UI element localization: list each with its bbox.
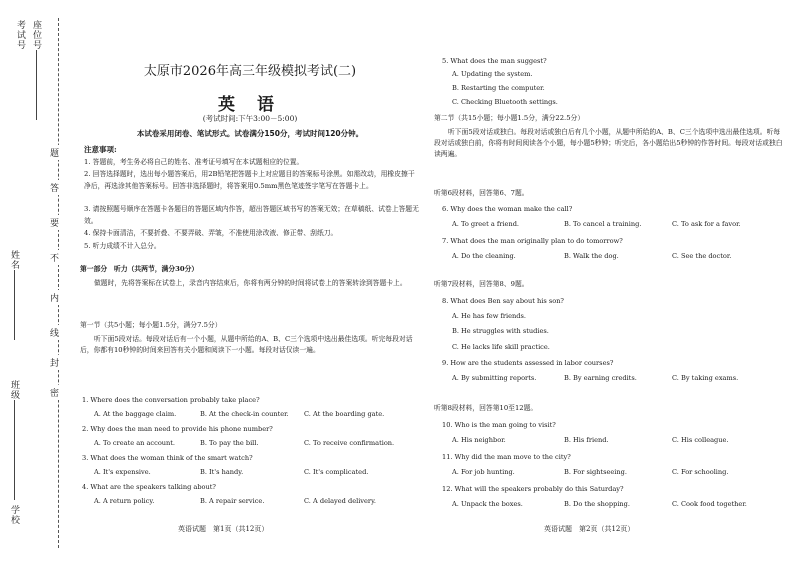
exam-form: 本试卷采用闭卷、笔试形式。试卷满分150分，考试时间120分钟。 bbox=[136, 129, 364, 138]
seal-word: 答 bbox=[50, 180, 59, 195]
school-label: 学校 bbox=[9, 505, 19, 525]
exam-title: 太原市2026年高三年级模拟考试(二) bbox=[143, 64, 357, 79]
option-a: A. By submitting reports. bbox=[452, 374, 537, 382]
option-a: A. He has few friends. bbox=[452, 312, 526, 320]
option-a: A. To create an account. bbox=[94, 439, 176, 447]
section2-heading: 第二节（共15小题；每小题1.5分，满分22.5分） bbox=[434, 114, 585, 122]
seal-line bbox=[58, 18, 59, 548]
option-b: B. For sightseeing. bbox=[564, 468, 627, 476]
seal-word: 要 bbox=[50, 215, 59, 230]
option-b: B. He struggles with studies. bbox=[452, 327, 549, 335]
page-footer-right: 英语试题 第2页（共12页） bbox=[544, 525, 635, 533]
name-line bbox=[14, 270, 16, 340]
binding-margin bbox=[0, 0, 72, 566]
group-lead: 听第6段材料，回答第6、7题。 bbox=[434, 189, 529, 197]
section1-heading: 第一节（共5小题；每小题1.5分，满分7.5分） bbox=[80, 321, 222, 329]
school-line bbox=[14, 455, 16, 500]
option-a: A. Do the cleaning. bbox=[452, 252, 516, 260]
question: 9. How are the students assessed in labor courses? bbox=[442, 359, 614, 367]
option-c: C. It's complicated. bbox=[304, 468, 369, 476]
note-item: 2. 回答选择题时，选出每小题答案后，用2B铅笔把答题卡上对应题目的答案标号涂黑。如需改动，用橡皮擦干净后，再选涂其他答案标号。回答非选择题时，将答案用0.5mm黑色笔迹签字笔写在答题卡上。 bbox=[84, 170, 415, 190]
option-b: B. It's handy. bbox=[200, 468, 244, 476]
seal-word: 不 bbox=[50, 250, 59, 265]
question: 11. Why did the man move to the city? bbox=[442, 453, 571, 461]
note-item: 4. 保持卡面清洁，不要折叠、不要弄破、弄皱，不准使用涂改液、修正带、刮纸刀。 bbox=[84, 229, 338, 237]
group-lead: 听第8段材料，回答第10至12题。 bbox=[434, 404, 538, 412]
option-b: B. Restarting the computer. bbox=[452, 84, 545, 92]
section2-intro: 听下面5段对话或独白。每段对话或独白后有几个小题，从题中所给的A、B、C三个选项中选出最佳选项。听每段对话或独白前，你将有时间阅读各个小题，每小题5秒钟；听完后，各小题给出5秒钟的作答时间。每段对话或独白读两遍。 bbox=[434, 128, 783, 158]
option-c: C. To receive confirmation. bbox=[304, 439, 395, 447]
option-a: A. For job hunting. bbox=[452, 468, 515, 476]
seat-no-line bbox=[36, 50, 38, 120]
option-b: B. To cancel a training. bbox=[564, 220, 642, 228]
exam-no-label: 考试号 bbox=[15, 20, 25, 50]
option-a: A. Unpack the boxes. bbox=[452, 500, 523, 508]
option-c: C. He lacks life skill practice. bbox=[452, 343, 550, 351]
question: 3. What does the woman think of the smart watch? bbox=[82, 454, 253, 462]
question: 7. What does the man originally plan to do tomorrow? bbox=[442, 237, 623, 245]
seal-word: 线 bbox=[50, 325, 59, 340]
option-c: C. By taking exams. bbox=[672, 374, 739, 382]
question: 6. Why does the woman make the call? bbox=[442, 205, 573, 213]
option-c: C. Cook food together. bbox=[672, 500, 747, 508]
option-b: B. At the check-in counter. bbox=[200, 410, 289, 418]
seal-word: 密 bbox=[50, 385, 59, 400]
note-item: 1. 答题前，考生务必将自己的姓名、准考证号填写在本试题相应的位置。 bbox=[84, 158, 304, 166]
question: 12. What will the speakers probably do this Saturday? bbox=[442, 485, 624, 493]
option-c: C. Checking Bluetooth settings. bbox=[452, 98, 558, 106]
question: 2. Why does the man need to provide his phone number? bbox=[82, 425, 273, 433]
exam-time: (考试时间:下午3:00－5:00) bbox=[202, 114, 298, 123]
option-c: C. For schooling. bbox=[672, 468, 729, 476]
option-a: A. Updating the system. bbox=[452, 70, 533, 78]
option-b: B. A repair service. bbox=[200, 497, 265, 505]
name-label: 姓名 bbox=[9, 250, 19, 270]
option-c: C. See the doctor. bbox=[672, 252, 732, 260]
option-c: C. At the boarding gate. bbox=[304, 410, 385, 418]
option-b: B. To pay the bill. bbox=[200, 439, 259, 447]
question: 1. Where does the conversation probably take place? bbox=[82, 396, 260, 404]
question: 10. Who is the man going to visit? bbox=[442, 421, 556, 429]
part1-heading: 第一部分 听力（共两节，满分30分） bbox=[80, 265, 199, 273]
option-b: B. Walk the dog. bbox=[564, 252, 619, 260]
option-c: C. To ask for a favor. bbox=[672, 220, 741, 228]
notes-title: 注意事项: bbox=[84, 145, 117, 154]
note-item: 5. 听力成绩不计入总分。 bbox=[84, 242, 161, 250]
seal-word: 内 bbox=[50, 290, 59, 305]
option-a: A. His neighbor. bbox=[452, 436, 506, 444]
question: 4. What are the speakers talking about? bbox=[82, 483, 216, 491]
page-footer-left: 英语试题 第1页（共12页） bbox=[178, 525, 269, 533]
note-item: 3. 请按照题号顺序在答题卡各题目的答题区域内作答，超出答题区域书写的答案无效；在草稿纸、试卷上答题无效。 bbox=[84, 205, 419, 225]
seat-no-label: 座位号 bbox=[31, 20, 41, 50]
option-b: B. By earning credits. bbox=[564, 374, 637, 382]
option-a: A. It's expensive. bbox=[94, 468, 151, 476]
option-b: B. His friend. bbox=[564, 436, 609, 444]
option-a: A. To greet a friend. bbox=[452, 220, 520, 228]
subject-title: 英 语 bbox=[218, 95, 282, 115]
section1-intro: 听下面5段对话。每段对话后有一个小题，从题中所给的A、B、C三个选项中选出最佳选项。听完每段对话后，你都有10秒钟的时间来回答有关小题和阅读下一小题。每段对话仅读一遍。 bbox=[80, 335, 413, 354]
question: 5. What does the man suggest? bbox=[442, 57, 547, 65]
seal-word: 题 bbox=[50, 145, 59, 160]
seal-word: 封 bbox=[50, 355, 59, 370]
option-a: A. At the baggage claim. bbox=[94, 410, 177, 418]
option-c: C. His colleague. bbox=[672, 436, 729, 444]
option-b: B. Do the shopping. bbox=[564, 500, 630, 508]
option-a: A. A return policy. bbox=[94, 497, 155, 505]
group-lead: 听第7段材料，回答第8、9题。 bbox=[434, 280, 529, 288]
class-label: 班级 bbox=[9, 380, 19, 400]
question: 8. What does Ben say about his son? bbox=[442, 297, 564, 305]
option-c: C. A delayed delivery. bbox=[304, 497, 377, 505]
part1-intro: 做题时，先将答案标在试卷上，录音内容结束后，你将有两分钟的时间将试卷上的答案转涂到答题卡上。 bbox=[94, 279, 407, 287]
